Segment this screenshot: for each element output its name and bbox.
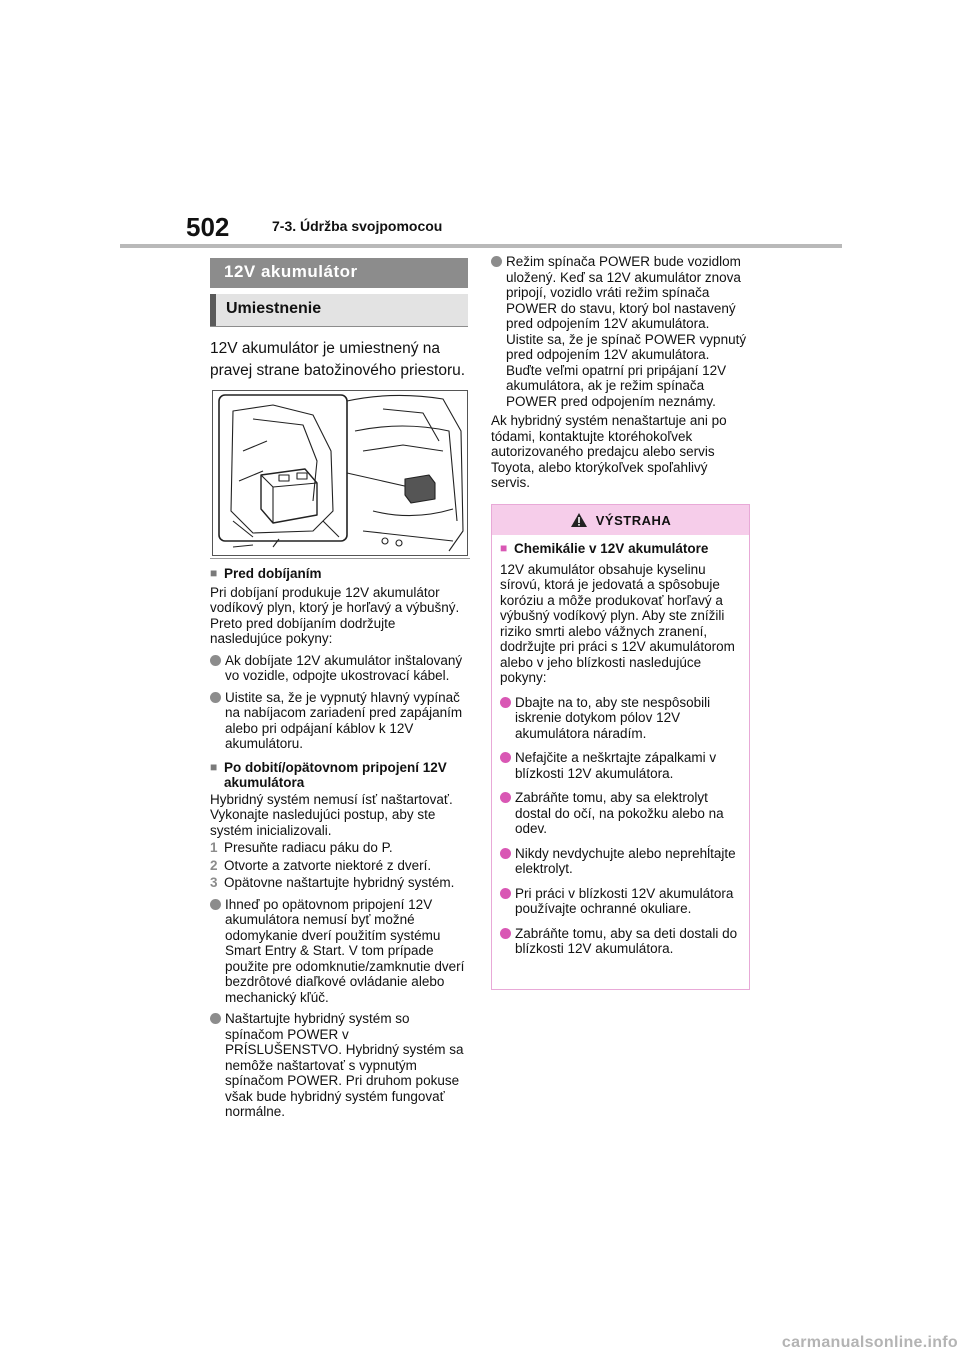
bullet-dot-icon [210, 692, 221, 703]
page-number: 502 [186, 212, 230, 242]
list-item [210, 653, 468, 684]
charging-title: Pred dobíjaním [224, 566, 322, 581]
trunk-battery-drawing [213, 391, 467, 555]
after-title: Po dobití/opätovnom pripojení 12V akumulátora [224, 759, 447, 790]
warning-bullet-4: Nikdy nevdychujte alebo neprehĺtajte elektrolyt. [515, 845, 736, 876]
list-item [210, 1011, 468, 1120]
charging-text: Pri dobíjaní produkuje 12V akumulátor vodíkový plyn, ktorý je horľavý a výbušný. Preto pred dobíjaním dodržujte nasledujúce pokyny: [210, 584, 460, 646]
step-number: 2 [210, 857, 218, 873]
square-marker-icon: ■ [210, 566, 218, 580]
warning-header [492, 505, 749, 535]
subsection-title: Umiestnenie [226, 300, 322, 317]
step-text: Presuňte radiacu páku do P. [224, 840, 393, 855]
warning-bullet-3: Zabráňte tomu, aby sa elektrolyt dostal do očí, na pokožku alebo na odev. [515, 790, 724, 836]
bullet-dot-icon [500, 792, 511, 803]
power-mode-bullet: Režim spínača POWER bude vozidlom uložený. Keď sa 12V akumulátor znova pripojí, vozidlo vráti režim spínača POWER do stavu, ktorý bol nastavený pred odpojením 12V akumulátora. Uistite sa, že je spínač POWER vypnutý pred odpojením 12V akumulátora. Buďte veľmi opatrní pri pripájaní 12V akumulátora, ak je režim spínača POWER pred odpojením neznámy. [506, 254, 747, 409]
list-item [210, 897, 468, 1006]
after-bullet-2: Naštartujte hybridný systém so spínačom POWER v PRÍSLUŠENSTVO. Hybridný systém sa nemôže naštartovať s vypnutým spínačom POWER. Pri druhom pokuse však bude hybridný systém fungovať normálne. [225, 1011, 464, 1119]
step-number: 3 [210, 875, 218, 890]
bullet-dot-icon [500, 752, 511, 763]
warning-triangle-icon [570, 512, 588, 528]
bullet-dot-icon [500, 928, 511, 939]
bullet-dot-icon [210, 1013, 221, 1024]
list-item [491, 254, 749, 409]
intro-text: 12V akumulátor je umiestnený na pravej strane batožinového priestoru. [210, 340, 466, 379]
warning-bullet-6: Zabráňte tomu, aby sa deti dostali do blízkosti 12V akumulátora. [515, 925, 738, 956]
section-title: 12V akumulátor [224, 262, 358, 281]
square-marker-icon: ■ [210, 759, 218, 774]
step-text: Otvorte a zatvorte niektoré z dverí. [224, 857, 432, 873]
step-item [210, 858, 468, 874]
list-item [500, 790, 743, 837]
charging-bullet-1: Ak dobíjate 12V akumulátor inštalovaný vo vozidle, odpojte ukostrovací kábel. [225, 652, 463, 683]
warning-body [492, 535, 749, 957]
step-item [210, 840, 468, 856]
right-column [491, 250, 749, 491]
section-header: 7-3. Údržba svojpomocou [272, 218, 443, 234]
warning-box [491, 504, 750, 990]
list-item [500, 846, 743, 877]
left-column [210, 562, 468, 1120]
section-title-bar [210, 258, 468, 288]
after-heading [210, 760, 468, 791]
warning-text: 12V akumulátor obsahuje kyselinu sírovú, ktorá je jedovatá a spôsobuje koróziu a môže produkovať horľavý a výbušný vodíkový plyn. Aby ste znížili riziko smrti alebo vážnych zranení, dodržujte pri práci s 12V akumulátorom alebo v jeho blízkosti nasledujúce pokyny: [500, 561, 735, 685]
charging-bullet-2: Uistite sa, že je vypnutý hlavný vypínač na nabíjacom zariadení pred zapájaním alebo pri odpájaní káblov k 12V akumulátoru. [225, 689, 463, 751]
subsection-rule [210, 326, 468, 327]
list-item [210, 690, 468, 752]
square-marker-icon: ■ [500, 541, 508, 555]
battery-location-illustration [212, 390, 468, 556]
bullet-dot-icon [210, 899, 221, 910]
list-item [500, 926, 743, 957]
warning-heading [500, 541, 743, 557]
charging-heading [210, 566, 468, 582]
warning-label: VÝSTRAHA [595, 512, 672, 528]
bullet-dot-icon [500, 888, 511, 899]
after-text: Hybridný systém nemusí ísť naštartovať. Vykonajte nasledujúci postup, aby ste systém inicializovali. [210, 791, 453, 838]
contact-text: Ak hybridný systém nenaštartuje ani po tódami, kontaktujte ktoréhokoľvek autorizovaného predajcu alebo servis Toyota, alebo ktorýkoľvek spoľahlivý servis. [491, 413, 727, 490]
step-item [210, 875, 468, 891]
warning-bullet-5: Pri práci v blízkosti 12V akumulátora používajte ochranné okuliare. [515, 885, 734, 916]
after-bullet-1: Ihneď po opätovnom pripojení 12V akumulátora nemusí byť možné odomykanie dverí použitím systému Smart Entry & Start. V tom prípade použite pre odomknutie/zamknutie dverí bezdrôtové diaľkové ovládanie alebo mechanický kľúč. [225, 896, 465, 1005]
step-text: Opätovne naštartujte hybridný systém. [224, 875, 455, 890]
bullet-dot-icon [210, 655, 221, 666]
subsection-title-bar [210, 294, 468, 326]
list-item [500, 750, 743, 781]
list-item [500, 886, 743, 917]
header-rule [120, 244, 842, 248]
bullet-dot-icon [500, 697, 511, 708]
bullet-dot-icon [491, 256, 502, 267]
list-item [500, 695, 743, 742]
watermark: carmanualsonline.info [781, 1334, 958, 1351]
warning-title: Chemikálie v 12V akumulátore [514, 541, 709, 556]
figure-rule [210, 558, 470, 559]
bullet-dot-icon [500, 848, 511, 859]
warning-bullet-1: Dbajte na to, aby ste nespôsobili iskrenie dotykom pólov 12V akumulátora náradím. [515, 694, 711, 741]
warning-bullet-2: Nefajčite a neškrtajte zápalkami v blízkosti 12V akumulátora. [515, 750, 717, 781]
step-number: 1 [210, 840, 218, 855]
